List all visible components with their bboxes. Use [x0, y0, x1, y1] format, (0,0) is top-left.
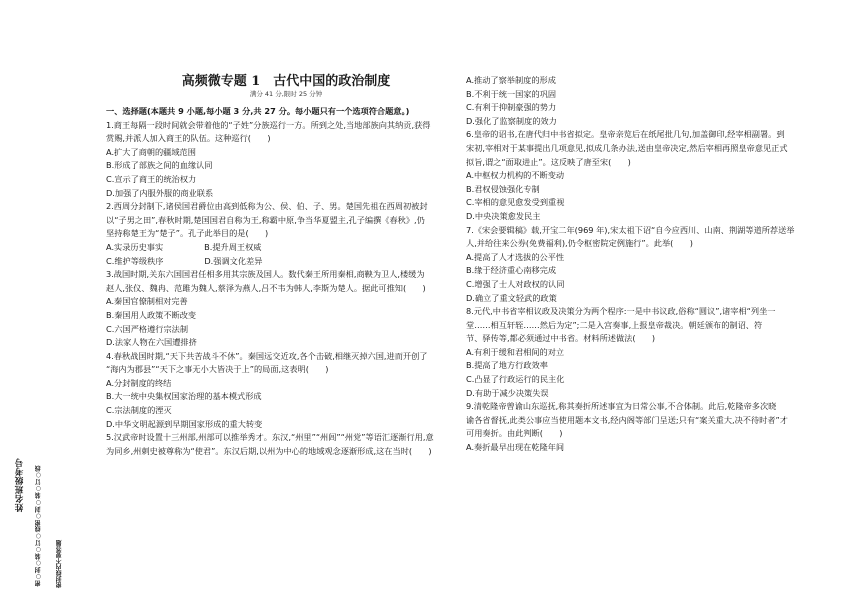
option-line: A.有利于缓和君相间的对立 — [466, 346, 565, 357]
option-line: D.强化了监察制度的效力 — [466, 115, 557, 126]
question-line: 5.汉武帝时设置十三州部,州部可以推举秀才。东汉,“州里”“州闾”“州党”等语汇逐渐行用,意 — [106, 432, 434, 443]
question-line: 可用奏折。由此判断( ) — [466, 428, 563, 439]
question-line: 3.战国时期,关东六国国君任相多用其宗族及国人。数代秦王所用秦相,商鞅为卫人,楼缓为 — [106, 269, 425, 280]
option-line: B.提高了地方行政效率 — [466, 360, 548, 371]
option-line: C.宣示了商王的统治权力 — [106, 173, 197, 184]
option-line: A.扩大了商朝的疆域范围 — [106, 146, 196, 157]
no-answer-warning: 密封线内不要答题 — [56, 540, 63, 588]
question-line: 2.西周分封制下,诸侯国君爵位由高到低称为公、侯、伯、子、男。楚国先祖在西周初被封 — [106, 201, 428, 212]
option-line: A.秦国官僚制相对完善 — [106, 296, 188, 307]
option-line: C.宗法制度的湮灭 — [106, 405, 172, 416]
option-line: A.推动了察举制度的形成 — [466, 75, 556, 85]
question-line: 以“子男之田”,春秋时期,楚国国君自称为王,称霸中原,争当华夏盟主,孔子编撰《春秋》,仍 — [106, 214, 425, 225]
question-line: 6.皇帝的诏书,在唐代归中书省拟定。皇帝亲览后在纸尾批几句,加盖御印,经宰相副署。到 — [466, 129, 785, 140]
option-line: D.中华文明起源到早期国家形成的重大转变 — [106, 418, 263, 429]
option-line: C.六国严格遵行宗法制 — [106, 323, 189, 334]
option-line: C.维护等级秩序 D.强调文化差异 — [106, 255, 263, 266]
question-line: 拟旨,谓之“面取进止”。这反映了唐至宋( ) — [466, 156, 631, 167]
option-line: B.缘于经济重心南移完成 — [466, 265, 557, 276]
question-line: 7.《宋会要辑稿》载,开宝二年(969 年),宋太祖下诏“自今应西川、山南、荆湖等道所荐送举 — [466, 224, 795, 235]
question-line: 人,并给往来公券(免费福利),仍令枢密院定例施行”。此举( ) — [466, 238, 693, 249]
question-line: 宋初,宰相对于某事提出几项意见,拟成几条办法,送由皇帝决定,然后宰相再照皇帝意见正式 — [466, 142, 788, 153]
question-line: 9.清乾隆帝曾谕山东巡抚,称其奏折所述事宜为日常公事,不合体制。此后,乾隆帝多次晓 — [466, 401, 777, 412]
question-line: 堂……相互轩轾……然后为定”;二是入宫奏事,上报皇帝裁决。朝廷颁布的制诏、符 — [466, 319, 763, 330]
option-line: B.君权侵蚀强化专制 — [466, 183, 540, 194]
left-column — [106, 105, 466, 458]
option-line: C.宰相的意见愈发受到重视 — [466, 197, 565, 208]
question-line: 谕各省督抚,此类公事应当使用题本文书,经内阁等部门呈送;只有“案关重大,决不待时者”才 — [466, 414, 788, 425]
option-line: D.加强了内服外服的商业联系 — [106, 187, 214, 198]
option-line: C.凸显了行政运行的民主化 — [466, 374, 565, 385]
right-column — [466, 74, 836, 455]
name-class-id-label: 姓名班级考号 — [15, 458, 25, 512]
option-line: C.增强了士人对政权的认同 — [466, 278, 565, 289]
option-line: D.中央决策愈发民主 — [466, 210, 541, 221]
option-line: D.有助于减少决策失误 — [466, 387, 549, 398]
question-line: 坚持称楚王为“楚子”。孔子此举目的是( ) — [106, 228, 269, 239]
option-line: D.确立了重文轻武的政策 — [466, 292, 557, 303]
seal-line-text: 密○封○装○订○线密○封○装○订○线 — [35, 465, 42, 587]
question-line: 赵人,张仪、魏冉、范雎为魏人,蔡泽为燕人,吕不韦为韩人,李斯为楚人。据此可推知( ) — [106, 282, 426, 293]
option-line: A.奏折最早出现在乾隆年间 — [466, 442, 565, 453]
option-line: A.提高了人才选拔的公平性 — [466, 251, 565, 262]
question-line: 1.商王每隔一段时间就会带着他的“子姓”分族巡行一方。所到之处,当地部族向其纳贡,获得 — [106, 119, 431, 130]
option-line: A.中枢权力机构的不断变动 — [466, 170, 565, 181]
question-line: 为同乡,州刺史被尊称为“使君”。东汉后期,以州为中心的地域观念逐渐形成,这在当时( ) — [106, 445, 432, 456]
question-line: 节、驿传等,都必须通过中书省。材料所述做法( ) — [466, 333, 656, 344]
option-line: C.有利于抑制豪强的势力 — [466, 102, 557, 113]
option-line: B.形成了部族之间的血缘认同 — [106, 160, 213, 171]
option-line: A.实录历史事实 B.提升周王权威 — [106, 241, 262, 252]
option-line: D.法家人物在六国遭排挤 — [106, 337, 197, 348]
option-line: B.秦国用人政策不断改变 — [106, 309, 197, 320]
page-title: 高频微专题 1 古代中国的政治制度 — [181, 74, 391, 89]
option-line: B.大一统中央集权国家治理的基本模式形成 — [106, 391, 262, 402]
score-time-info: 满分 41 分,限时 25 分钟 — [249, 90, 323, 98]
option-line: B.不利于统一国家的巩固 — [466, 88, 557, 99]
question-line: “海内为郡县”“天下之事无小大皆决于上”的局面,这表明( ) — [106, 364, 329, 375]
question-line: 8.元代,中书省宰相议政及决策分为两个程序:一是中书议政,俗称“圆议”,诸宰相“列坐一 — [466, 306, 776, 317]
section-heading: 一、选择题(本题共 9 小题,每小题 3 分,共 27 分。每小题只有一个选项符合题意。) — [106, 106, 410, 116]
option-line: A.分封制度的终结 — [106, 377, 172, 388]
question-line: 赏赐,并派人加入商王的队伍。这种巡行( ) — [106, 133, 271, 144]
question-line: 4.春秋战国时期,“天下共苦战斗不休”。秦国远交近攻,各个击破,相继灭掉六国,进而开创了 — [106, 350, 428, 361]
